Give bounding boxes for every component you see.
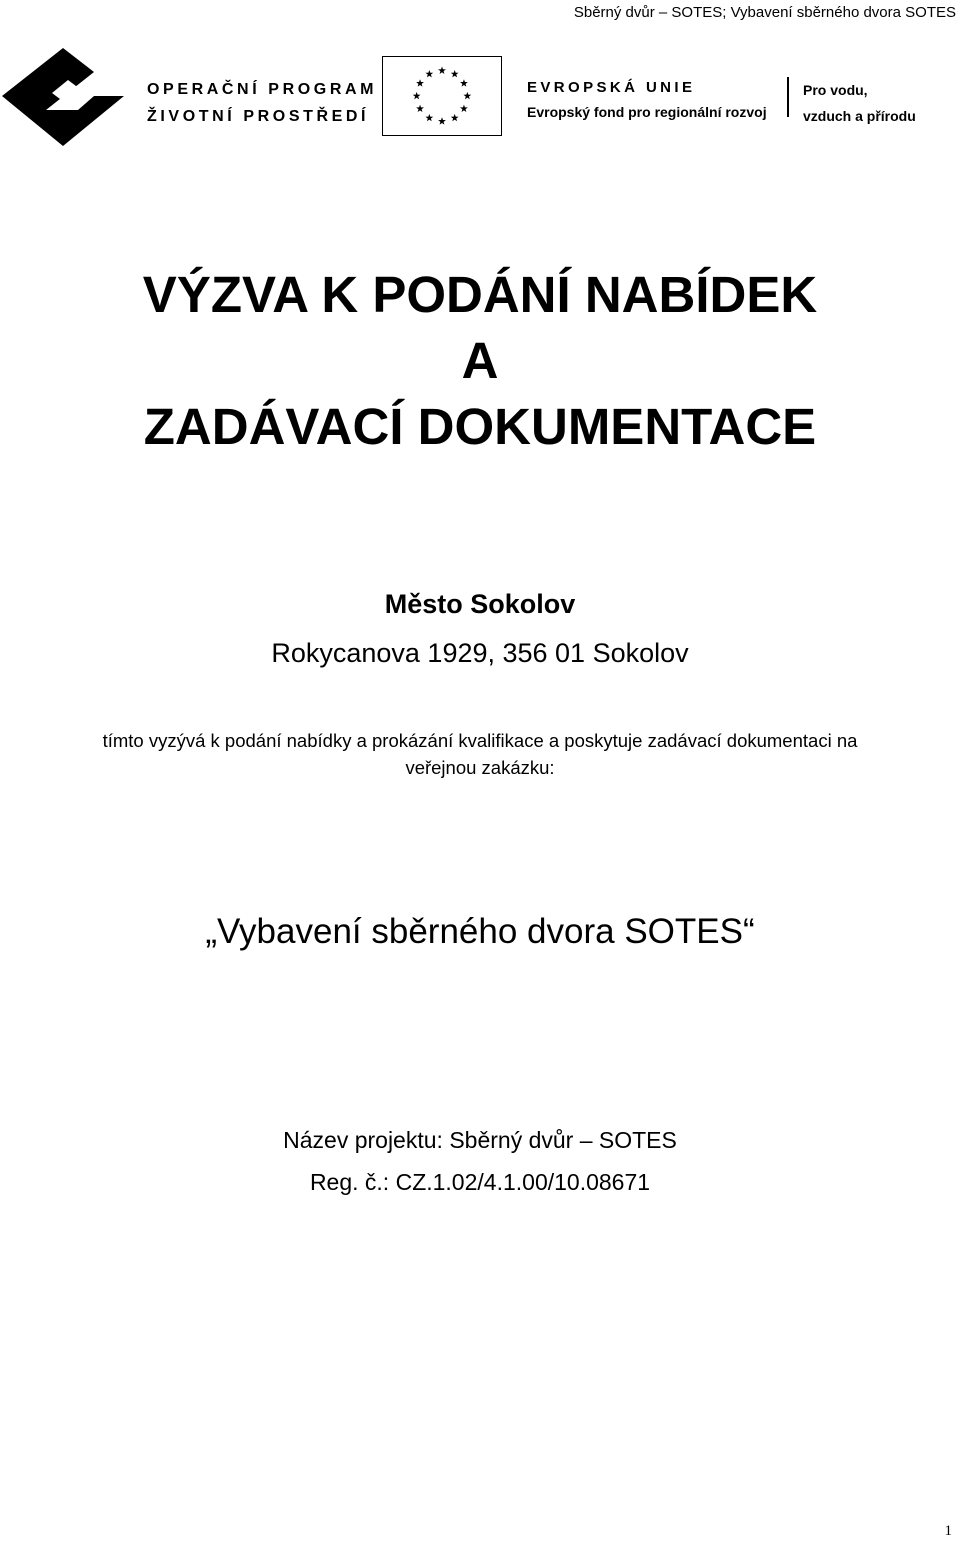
- eu-star-icon: [425, 114, 433, 121]
- page-number: 1: [944, 1523, 952, 1539]
- eu-star-icon: [463, 92, 471, 99]
- eu-star-icon: [416, 105, 424, 112]
- eu-title: EVROPSKÁ UNIE: [527, 79, 696, 96]
- running-header: Sběrný dvůr – SOTES; Vybavení sběrného dvora SOTES: [573, 4, 956, 21]
- motto-line-2: vzduch a přírodu: [803, 108, 916, 124]
- opzp-line-1: OPERAČNÍ PROGRAM: [147, 81, 378, 98]
- opzp-wordmark: [147, 76, 377, 130]
- logo-bar: [0, 42, 960, 152]
- motto-line-1: Pro vodu,: [803, 82, 868, 98]
- project-name: Název projektu: Sběrný dvůr – SOTES: [283, 1127, 677, 1153]
- intro-line-1: tímto vyzývá k podání nabídky a prokázání kvalifikace a poskytuje zadávací dokumentaci na: [102, 730, 858, 751]
- intro-text: [0, 727, 960, 781]
- opzp-logo-icon: [2, 48, 124, 146]
- eu-star-icon: [451, 114, 459, 121]
- title-line-2: A: [461, 332, 499, 389]
- eu-star-icon: [460, 105, 468, 112]
- eu-flag-icon: [382, 56, 502, 136]
- title-line-3: ZADÁVACÍ DOKUMENTACE: [143, 398, 817, 455]
- eu-star-icon: [438, 117, 446, 124]
- title-line-1: VÝZVA K PODÁNÍ NABÍDEK: [142, 266, 818, 323]
- contract-name: „Vybavení sběrného dvora SOTES“: [205, 912, 755, 951]
- issuer-address: Rokycanova 1929, 356 01 Sokolov: [271, 638, 689, 668]
- issuer-name: Město Sokolov: [384, 589, 576, 619]
- eu-star-icon: [460, 79, 468, 86]
- eu-star-icon: [425, 70, 433, 77]
- eu-star-icon: [438, 67, 446, 74]
- eu-star-icon: [413, 92, 421, 99]
- eu-wordmark: [527, 77, 767, 125]
- eu-star-icon: [416, 79, 424, 86]
- motto: [803, 77, 916, 129]
- registration-number: Reg. č.: CZ.1.02/4.1.00/10.08671: [309, 1169, 651, 1195]
- opzp-line-2: ŽIVOTNÍ PROSTŘEDÍ: [147, 108, 370, 125]
- intro-line-2: veřejnou zakázku:: [405, 757, 555, 778]
- logo-divider: [787, 77, 789, 117]
- document-title: [0, 262, 960, 460]
- eu-star-icon: [451, 70, 459, 77]
- eu-fund: Evropský fond pro regionální rozvoj: [527, 104, 767, 120]
